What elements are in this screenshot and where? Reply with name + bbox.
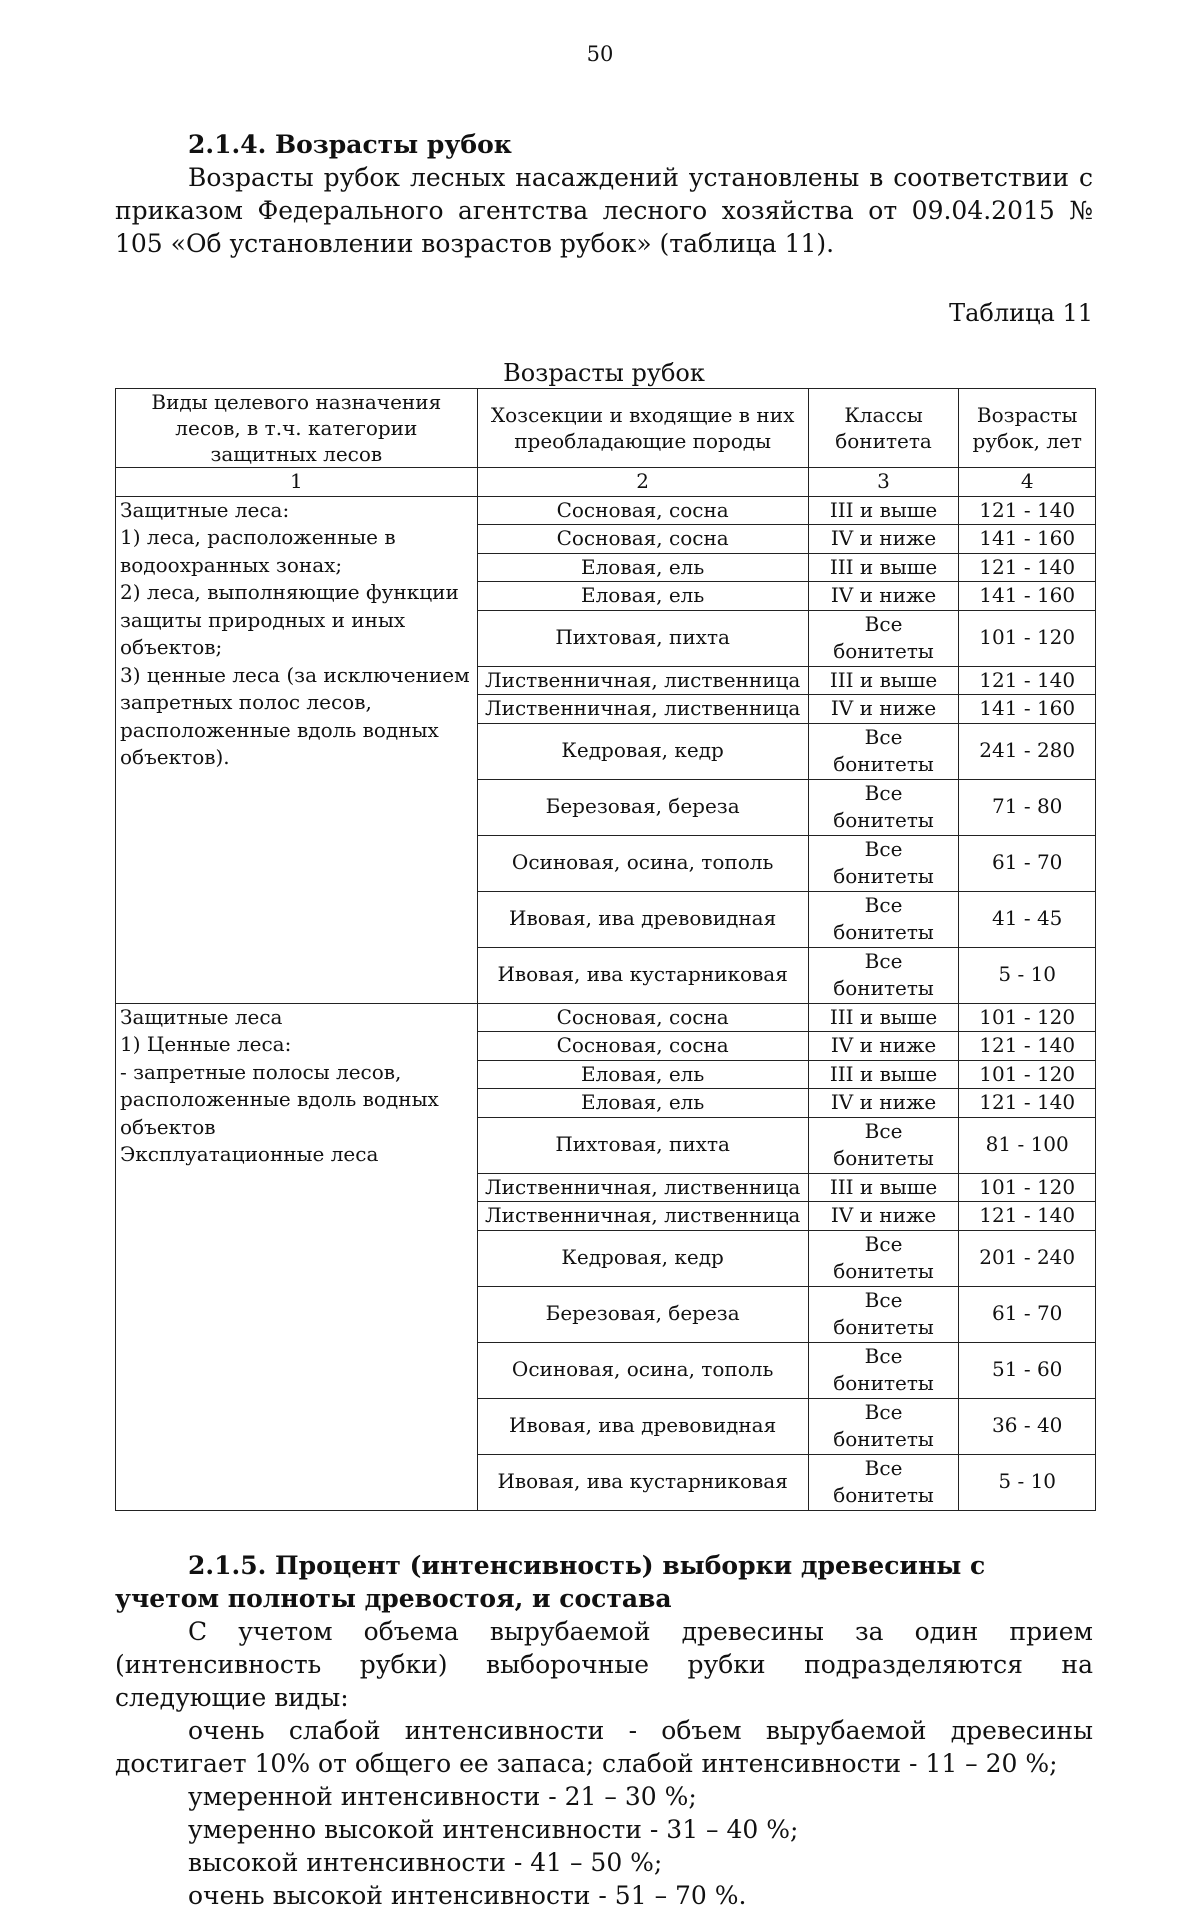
header-class: Классы бонитета [808,389,959,468]
age-cell: 36 - 40 [959,1398,1096,1454]
species-cell: Березовая, береза [477,1286,808,1342]
age-cell: 41 - 45 [959,891,1096,947]
age-cell: 51 - 60 [959,1342,1096,1398]
category-line: Защитные леса [120,1004,283,1029]
category-line: 1) Ценные леса: [120,1032,292,1056]
table-column-numbers-row [116,468,1096,497]
category-line: - запретные полосы лесов, расположенные вдоль водных объектов [120,1059,439,1139]
class-cell: Все бонитеты [808,1117,959,1173]
section-heading-2-1-5: 2.1.5. Процент (интенсивность) выборки древесины с учетом полноты древостоя, и состава [115,1550,986,1613]
category-cell [116,1003,478,1510]
age-cell: 71 - 80 [959,779,1096,835]
class-cell: Все бонитеты [808,1342,959,1398]
class-cell: Все бонитеты [808,1286,959,1342]
species-cell: Еловая, ель [477,582,808,611]
age-cell: 5 - 10 [959,947,1096,1003]
age-cell: 61 - 70 [959,835,1096,891]
class-cell: III и выше [808,1060,959,1089]
age-cell: 121 - 140 [959,496,1096,525]
column-number: 2 [477,468,808,497]
section-paragraph: очень слабой интенсивности - объем вырубаемой древесины достигает 10% от общего ее запаса; слабой интенсивности - 11 – 20 %; [115,1715,1093,1778]
species-cell: Лиственничная, лиственница [477,1173,808,1202]
age-cell: 121 - 140 [959,1089,1096,1118]
species-cell: Кедровая, кедр [477,723,808,779]
class-cell: Все бонитеты [808,1454,959,1510]
age-cell: 5 - 10 [959,1454,1096,1510]
species-cell: Еловая, ель [477,553,808,582]
age-cell: 121 - 140 [959,1032,1096,1061]
age-cell: 101 - 120 [959,610,1096,666]
species-cell: Лиственничная, лиственница [477,1202,808,1231]
species-cell: Осиновая, осина, тополь [477,835,808,891]
list-item: умеренной интенсивности - 21 – 30 %; [188,1781,697,1811]
species-cell: Лиственничная, лиственница [477,695,808,724]
species-cell: Сосновая, сосна [477,1032,808,1061]
class-cell: Все бонитеты [808,610,959,666]
species-cell: Лиственничная, лиственница [477,666,808,695]
class-cell: Все бонитеты [808,779,959,835]
category-cell [116,496,478,1003]
class-cell: III и выше [808,496,959,525]
category-line: Защитные леса: [120,497,290,522]
age-cell: 101 - 120 [959,1003,1096,1032]
column-number: 1 [116,468,478,497]
section-2-1-5 [115,1549,1093,1912]
age-cell: 61 - 70 [959,1286,1096,1342]
category-line: 3) ценные леса (за исключением запретных полос лесов, расположенные вдоль водных объектов). [120,662,470,769]
species-cell: Осиновая, осина, тополь [477,1342,808,1398]
class-cell: III и выше [808,553,959,582]
list-item: очень высокой интенсивности - 51 – 70 %. [188,1880,747,1910]
column-number: 3 [808,468,959,497]
class-cell: Все бонитеты [808,947,959,1003]
section-paragraph: С учетом объема вырубаемой древесины за один прием (интенсивность рубки) выборочные рубки подразделяются на следующие виды: [115,1616,1093,1712]
section-heading-2-1-4: 2.1.4. Возрасты рубок [188,130,512,159]
age-cell: 141 - 160 [959,582,1096,611]
age-cell: 121 - 140 [959,1202,1096,1231]
species-cell: Сосновая, сосна [477,1003,808,1032]
age-cell: 101 - 120 [959,1173,1096,1202]
species-cell: Еловая, ель [477,1089,808,1118]
class-cell: Все бонитеты [808,723,959,779]
table-row [116,496,1096,525]
species-cell: Кедровая, кедр [477,1230,808,1286]
species-cell: Сосновая, сосна [477,496,808,525]
table-body [116,496,1096,1510]
cutting-age-table [115,388,1096,1511]
class-cell: IV и ниже [808,1089,959,1118]
table-title: Возрасты рубок [503,359,705,387]
species-cell: Ивовая, ива древовидная [477,891,808,947]
column-number: 4 [959,468,1096,497]
class-cell: III и выше [808,666,959,695]
page-number: 50 [586,42,614,66]
class-cell: IV и ниже [808,525,959,554]
species-cell: Ивовая, ива кустарниковая [477,947,808,1003]
class-cell: Все бонитеты [808,835,959,891]
age-cell: 141 - 160 [959,525,1096,554]
list-item: умеренно высокой интенсивности - 31 – 40 %; [188,1814,799,1844]
species-cell: Сосновая, сосна [477,525,808,554]
header-category: Виды целевого назначения лесов, в т.ч. категории защитных лесов [116,389,478,468]
class-cell: Все бонитеты [808,1230,959,1286]
age-cell: 241 - 280 [959,723,1096,779]
age-cell: 121 - 140 [959,553,1096,582]
species-cell: Березовая, береза [477,779,808,835]
species-cell: Ивовая, ива древовидная [477,1398,808,1454]
list-item: высокой интенсивности - 41 – 50 %; [188,1847,663,1877]
category-line: Эксплуатационные леса [120,1142,379,1166]
species-cell: Пихтовая, пихта [477,1117,808,1173]
age-cell: 121 - 140 [959,666,1096,695]
table-header-row [116,389,1096,468]
class-cell: III и выше [808,1173,959,1202]
class-cell: Все бонитеты [808,891,959,947]
species-cell: Пихтовая, пихта [477,610,808,666]
header-age: Возрасты рубок, лет [959,389,1096,468]
header-section: Хозсекции и входящие в них преобладающие породы [477,389,808,468]
species-cell: Еловая, ель [477,1060,808,1089]
class-cell: IV и ниже [808,582,959,611]
table-label: Таблица 11 [949,299,1093,327]
species-cell: Ивовая, ива кустарниковая [477,1454,808,1510]
class-cell: Все бонитеты [808,1398,959,1454]
category-line: 2) леса, выполняющие функции защиты природных и иных объектов; [120,580,459,659]
age-cell: 101 - 120 [959,1060,1096,1089]
class-cell: III и выше [808,1003,959,1032]
category-line: 1) леса, расположенные в водоохранных зонах; [120,525,396,577]
class-cell: IV и ниже [808,1032,959,1061]
table-row [116,1003,1096,1032]
section-paragraph: Возрасты рубок лесных насаждений установлены в соответствии с приказом Федерального агентства лесного хозяйства от 09.04.2015 № 105 «Об установлении возрастов рубок» (таблица 11). [115,163,1093,258]
class-cell: IV и ниже [808,695,959,724]
document-body [115,128,1093,1912]
age-cell: 81 - 100 [959,1117,1096,1173]
class-cell: IV и ниже [808,1202,959,1231]
age-cell: 141 - 160 [959,695,1096,724]
age-cell: 201 - 240 [959,1230,1096,1286]
